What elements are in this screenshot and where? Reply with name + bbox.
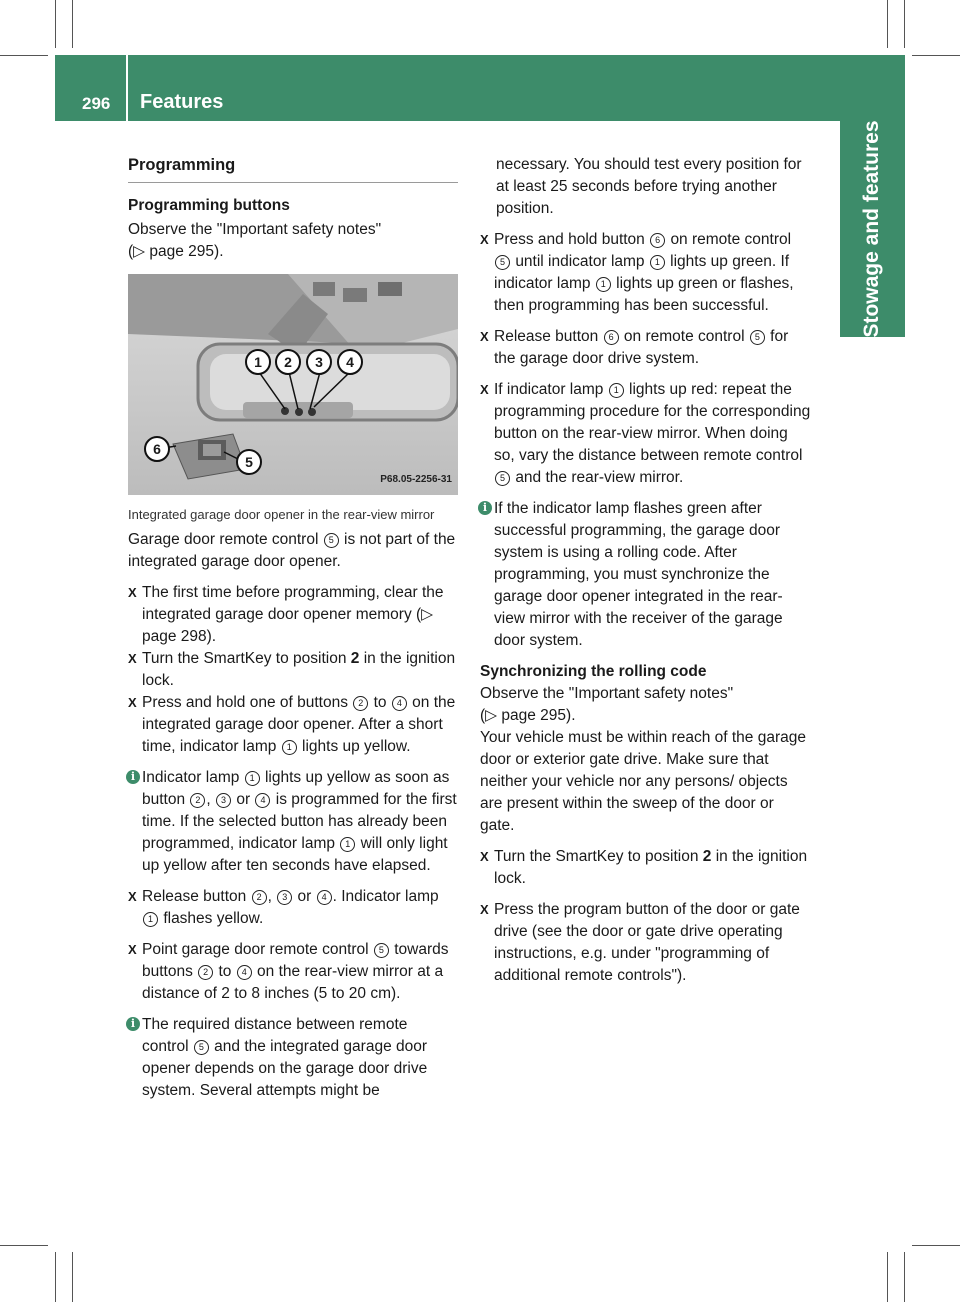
step-text: lights up green or flashes, then programming has been successful. xyxy=(494,275,794,314)
callout-ref-1: 1 xyxy=(245,771,260,786)
step-text: towards buttons xyxy=(142,941,449,980)
callout-1: 1 xyxy=(245,349,271,375)
step-marker-icon: X xyxy=(128,651,137,666)
callout-ref-5: 5 xyxy=(750,330,765,345)
step-marker-icon: X xyxy=(128,942,137,957)
observe-notes-text: Observe the "Important safety notes" xyxy=(480,685,734,702)
position-value: 2 xyxy=(702,848,712,865)
instruction-step xyxy=(480,326,812,370)
step-marker-icon: X xyxy=(480,382,489,397)
step-text: on remote control xyxy=(623,328,745,345)
callout-ref-2: 2 xyxy=(198,965,213,980)
crop-mark xyxy=(912,55,960,56)
info-icon: i xyxy=(478,501,492,515)
instruction-step xyxy=(480,899,812,987)
step-text: on the rear-view mirror at a distance of 2 to 8 inches (5 to 20 cm). xyxy=(142,963,444,1002)
mirror-illustration xyxy=(128,274,458,495)
step-text: lights up yellow. xyxy=(302,738,411,755)
crop-mark xyxy=(0,1245,48,1246)
mirror-figure xyxy=(128,274,458,495)
callout-3: 3 xyxy=(306,349,332,375)
step-text: Release button xyxy=(494,328,599,345)
callout-ref-4: 4 xyxy=(392,696,407,711)
callout-ref-4: 4 xyxy=(237,965,252,980)
crop-mark xyxy=(0,55,48,56)
step-text: Point garage door remote control xyxy=(142,941,369,958)
page-link[interactable]: (▷ page 295). xyxy=(128,243,224,260)
step-text: If indicator lamp xyxy=(494,381,604,398)
step-text: After a short time, indicator lamp xyxy=(142,716,443,755)
figure-code: P68.05-2256-31 xyxy=(380,474,452,485)
page-number: 296 xyxy=(82,94,111,113)
instruction-step xyxy=(480,379,812,489)
callout-ref-5: 5 xyxy=(324,533,339,548)
instruction-step xyxy=(480,229,812,317)
callout-ref-5: 5 xyxy=(374,943,389,958)
step-marker-icon: X xyxy=(128,585,137,600)
paragraph-text: Garage door remote control xyxy=(128,531,319,548)
note-text: or xyxy=(236,791,251,808)
callout-ref-2: 2 xyxy=(190,793,205,808)
callout-2: 2 xyxy=(275,349,301,375)
callout-ref-6: 6 xyxy=(604,330,619,345)
step-text: in the ignition lock. xyxy=(142,650,456,689)
callout-4: 4 xyxy=(337,349,363,375)
step-marker-icon: X xyxy=(480,329,489,344)
instruction-step: X Release button 2 , 3 or 4 . Indicator lamp 1 flashes yellow. xyxy=(128,888,439,927)
step-text: on remote control xyxy=(670,231,792,248)
crop-mark xyxy=(904,1252,905,1302)
subsection-heading: Programming buttons xyxy=(128,197,290,214)
step-marker-icon: X xyxy=(128,695,137,710)
note-text: will only light up yellow after ten seconds have elapsed. xyxy=(142,835,448,874)
step-text: flashes yellow. xyxy=(163,910,264,927)
continued-text: necessary. You should test every position for at least 25 seconds before trying another position. xyxy=(496,156,802,217)
step-text: Turn the SmartKey to position xyxy=(494,848,699,865)
crop-mark xyxy=(55,1252,56,1302)
info-icon: i xyxy=(126,1017,140,1031)
step-marker-icon: X xyxy=(480,232,489,247)
callout-ref-5: 5 xyxy=(194,1040,209,1055)
note-text: If the indicator lamp flashes green after successful programming, the garage door system is using a rolling code. After programming, you must synchronize the garage door opener integrated in the rear-view mirror with the receiver of the garage door system. xyxy=(494,500,783,649)
step-text: The first time before programming, clear the integrated garage door opener memory (▷ page 298). xyxy=(142,584,444,645)
step-marker-icon: X xyxy=(480,849,489,864)
callout-ref-6: 6 xyxy=(650,233,665,248)
note-text: Indicator lamp xyxy=(142,769,240,786)
callout-5: 5 xyxy=(236,449,262,475)
info-note: i Indicator lamp 1 lights up yellow as soon as button 2 , 3 or 4 is programmed for the first time. If the selected button has already been programmed, indicator lamp 1 will only light up yellow after ten seconds have elapsed. xyxy=(128,767,458,877)
section-heading: Programming xyxy=(128,156,236,174)
callout-ref-1: 1 xyxy=(340,837,355,852)
crop-mark xyxy=(55,0,56,48)
step-text: Press and hold one of buttons xyxy=(142,694,348,711)
callout-ref-3: 3 xyxy=(216,793,231,808)
figure-caption: Integrated garage door opener in the rear-view mirror xyxy=(128,507,435,522)
step-text: and the rear-view mirror. xyxy=(515,469,684,486)
header-divider xyxy=(126,55,128,121)
crop-mark xyxy=(72,0,73,48)
step-text: until indicator lamp xyxy=(515,253,645,270)
step-text: Release button xyxy=(142,888,247,905)
page-title: Features xyxy=(140,91,224,113)
instruction-step xyxy=(128,582,458,648)
callout-ref-1: 1 xyxy=(143,912,158,927)
step-text: lights up green. If indicator lamp xyxy=(494,253,790,292)
callout-ref-2: 2 xyxy=(353,696,368,711)
step-text: on the integrated garage door opener. xyxy=(142,694,456,733)
instruction-step xyxy=(128,692,458,758)
step-text: or xyxy=(297,888,312,905)
left-column xyxy=(128,154,458,1102)
instruction-step xyxy=(480,846,812,890)
position-value: 2 xyxy=(350,650,360,667)
step-text: Press the program button of the door or gate drive (see the door or gate drive operating instructions, e.g. under "programming of additional remote controls"). xyxy=(494,901,800,984)
note-text: and the integrated garage door opener depends on the garage door drive system. Several attempts might be xyxy=(142,1038,428,1099)
info-note xyxy=(128,1014,458,1102)
step-text: for the garage door drive system. xyxy=(494,328,789,367)
callout-ref-1: 1 xyxy=(282,740,297,755)
observe-notes-text: Observe the "Important safety notes" xyxy=(128,221,382,238)
note-text: lights up yellow as soon as button xyxy=(142,769,450,808)
section-rule xyxy=(128,182,458,183)
crop-mark xyxy=(912,1245,960,1246)
instruction-step xyxy=(128,648,458,692)
crop-mark xyxy=(887,0,888,48)
callout-ref-1: 1 xyxy=(650,255,665,270)
subsection-heading: Synchronizing the rolling code xyxy=(480,663,707,680)
crop-mark xyxy=(887,1252,888,1302)
step-marker-icon: X xyxy=(128,889,137,904)
step-text: lights up red: repeat the programming procedure for the corresponding button on the rear-view mirror. When doing so, vary the distance between remote control xyxy=(494,381,811,464)
crop-mark xyxy=(904,0,905,48)
callout-ref-4: 4 xyxy=(317,890,332,905)
callout-ref-3: 3 xyxy=(277,890,292,905)
instruction-step xyxy=(128,939,458,1005)
callout-ref-5: 5 xyxy=(495,471,510,486)
crop-mark xyxy=(72,1252,73,1302)
note-text: is programmed for the first time. If the selected button has already been programmed, indicator lamp xyxy=(142,791,457,852)
callout-6: 6 xyxy=(144,436,170,462)
step-marker-icon: X xyxy=(480,902,489,917)
callout-ref-2: 2 xyxy=(252,890,267,905)
info-icon: i xyxy=(126,770,140,784)
step-text: to xyxy=(218,963,232,980)
callout-ref-1: 1 xyxy=(596,277,611,292)
step-text: . Indicator lamp xyxy=(332,888,439,905)
info-note xyxy=(480,498,812,652)
step-text: to xyxy=(373,694,387,711)
page-link[interactable]: (▷ page 295). xyxy=(480,707,576,724)
step-text: in the ignition lock. xyxy=(494,848,808,887)
paragraph-text: is not part of the integrated garage door opener. xyxy=(128,531,456,570)
callout-ref-4: 4 xyxy=(255,793,270,808)
paragraph-text: Your vehicle must be within reach of the garage door or exterior gate drive. Make sure that neither your vehicle nor any persons/ objects are present within the sweep of the door or gate. xyxy=(480,729,806,834)
note-text: The required distance between remote control xyxy=(142,1016,408,1055)
right-column xyxy=(480,154,812,987)
callout-ref-5: 5 xyxy=(495,255,510,270)
step-text: Turn the SmartKey to position xyxy=(142,650,347,667)
side-tab-label: Stowage and features xyxy=(860,120,883,338)
callout-ref-1: 1 xyxy=(609,383,624,398)
step-text: Press and hold button xyxy=(494,231,645,248)
